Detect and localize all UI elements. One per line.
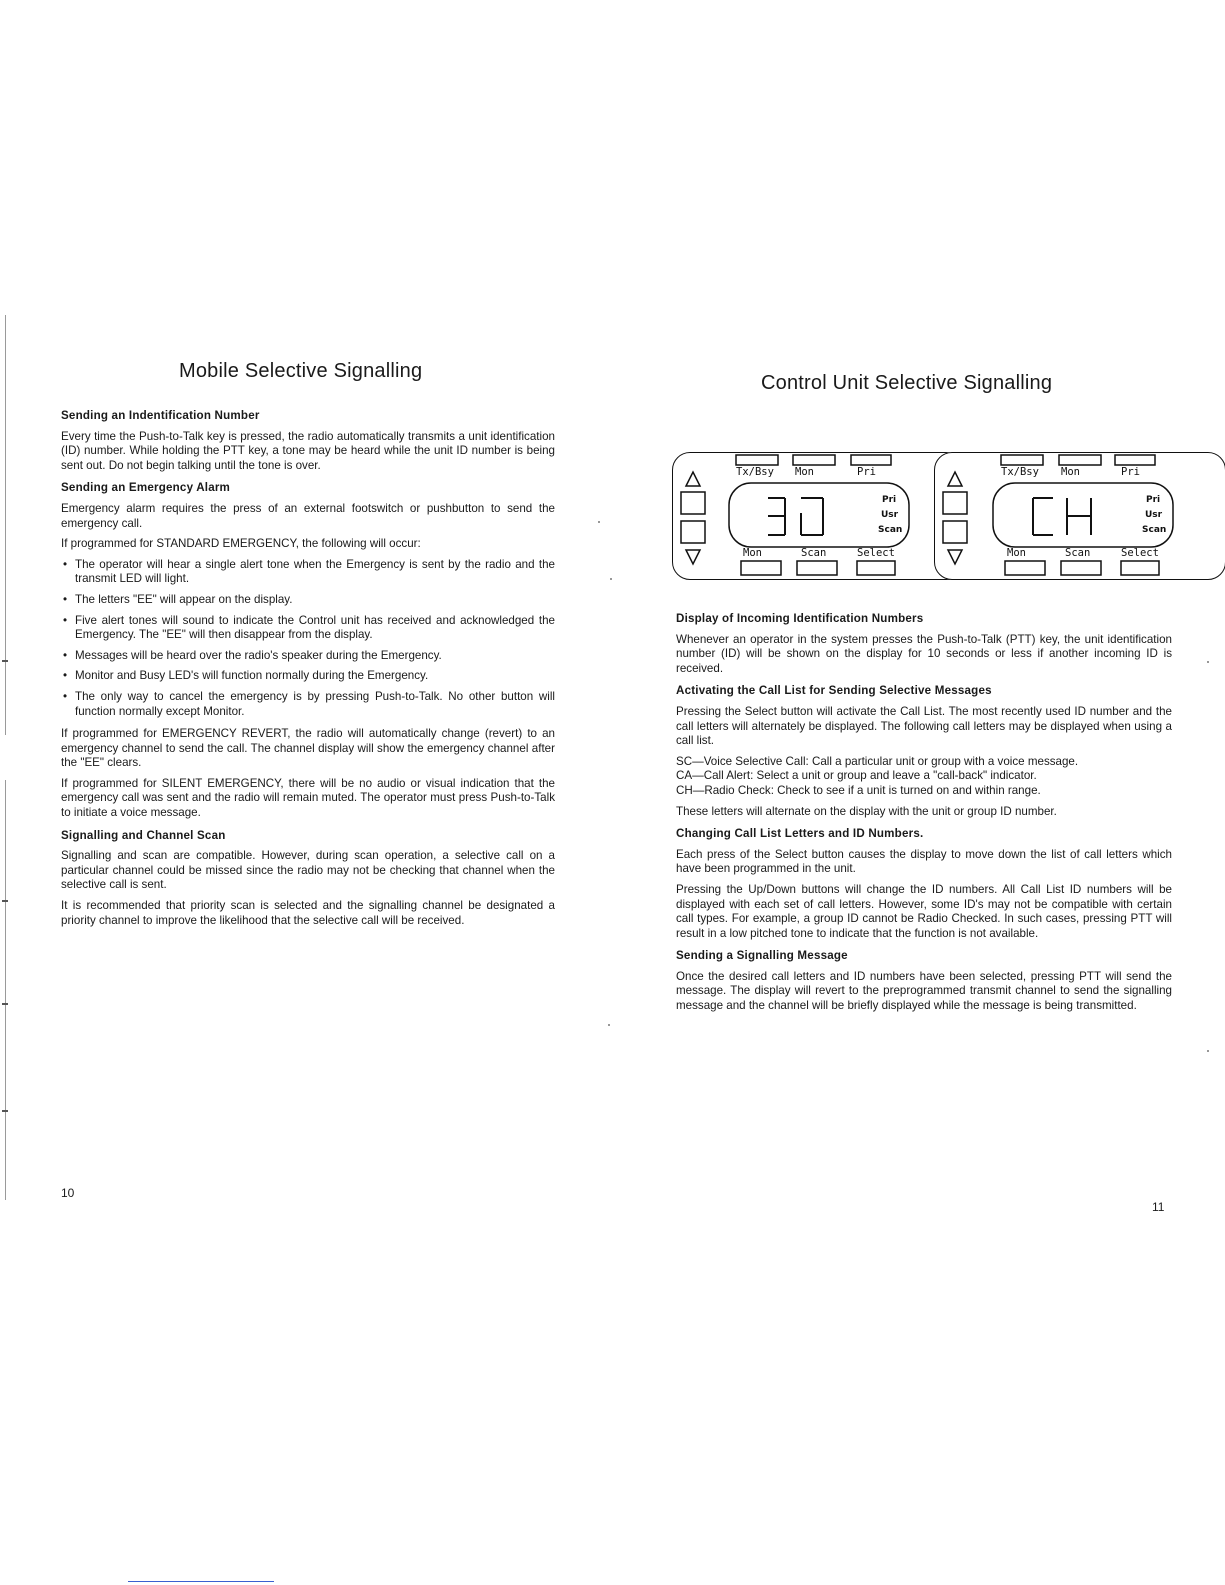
page-title: Mobile Selective Signalling <box>179 360 423 382</box>
section-heading: Sending an Emergency Alarm <box>61 481 231 495</box>
mon-indicator <box>793 455 835 465</box>
left-page <box>0 0 612 1585</box>
bottom-label-select: Select <box>857 547 895 559</box>
display-frame-graphic <box>673 453 963 579</box>
down-arrow-icon <box>948 550 962 564</box>
list-item: • The only way to cancel the emergency is by pressing Push-to-Talk. No other button will function normally except Monitor. <box>61 690 555 719</box>
top-label-tx-bsy: Tx/Bsy <box>736 466 774 478</box>
side-label-scan: Scan <box>878 525 903 535</box>
down-button <box>681 521 705 543</box>
bottom-label-scan: Scan <box>1065 547 1091 559</box>
control-unit-display <box>672 452 964 580</box>
section-heading: Sending an Indentification Number <box>61 409 260 422</box>
mon-indicator <box>1059 455 1101 465</box>
paragraph: It is recommended that priority scan is selected and the signalling channel be designated a priority channel to improve the likelihood that the selective call will be received. <box>61 899 555 927</box>
up-button <box>681 492 705 514</box>
top-label-mon: Mon <box>795 466 814 478</box>
up-arrow-icon <box>686 472 700 486</box>
paragraph: Once the desired call letters and ID numbers have been selected, pressing PTT will send the message. The display will revert to the preprogrammed transmit channel to send the signalling message and the channel will be briefly displayed while the message is being transmitted. <box>676 969 1172 1013</box>
control-unit-display <box>934 452 1225 580</box>
segment-digit <box>768 498 785 535</box>
mon-button <box>1005 561 1045 575</box>
section-heading: Sending a Signalling Message <box>676 949 848 963</box>
paragraph: Signalling and scan are compatible. However, during scan operation, a selective call on a particular channel could be missed since the radio may not be checking that channel when the selective call is sent. <box>61 849 555 892</box>
side-label-pri: Pri <box>882 495 897 505</box>
segment-digit <box>1067 498 1091 535</box>
scan-button <box>797 561 837 575</box>
side-label-pri: Pri <box>1146 495 1161 505</box>
right-text-column <box>676 612 1172 1020</box>
paragraph: Emergency alarm requires the press of an external footswitch or pushbutton to send the emergency call. <box>61 501 555 530</box>
top-label-mon: Mon <box>1061 466 1080 478</box>
paragraph: Pressing the Select button will activate the Call List. The most recently used ID number and the call letters will alternately be displayed. The following call letters may be displayed when using a call list. <box>676 704 1172 748</box>
right-page <box>612 0 1225 1585</box>
section-heading: Signalling and Channel Scan <box>61 828 226 842</box>
top-label-tx-bsy: Tx/Bsy <box>1001 466 1039 478</box>
down-arrow-icon <box>686 550 700 564</box>
display-frame-graphic <box>935 453 1225 579</box>
bullet-list <box>61 558 555 719</box>
call-code-line: SC—Voice Selective Call: Call a particular unit or group with a voice message. <box>676 754 1079 768</box>
paragraph: Each press of the Select button causes the display to move down the list of call letters which have been programmed in the unit. <box>676 847 1172 876</box>
pri-indicator <box>851 455 891 465</box>
segment-digit <box>1033 498 1053 535</box>
paragraph: These letters will alternate on the display with the unit or group ID number. <box>676 804 1057 818</box>
list-item: • Monitor and Busy LED's will function normally during the Emergency. <box>61 669 555 684</box>
list-item: • Messages will be heard over the radio's speaker during the Emergency. <box>61 649 555 664</box>
paragraph: If programmed for SILENT EMERGENCY, there will be no audio or visual indication that the emergency call was sent and the radio will remain muted. The operator must press Push-to-Talk to initiate a voice message. <box>61 776 555 820</box>
bottom-label-scan: Scan <box>801 547 827 559</box>
call-code-line: CA—Call Alert: Select a unit or group and leave a "call-back" indicator. <box>676 769 1037 783</box>
left-text-column <box>61 409 555 934</box>
up-arrow-icon <box>948 472 962 486</box>
side-label-scan: Scan <box>1142 525 1167 535</box>
page-number: 11 <box>1152 1200 1165 1214</box>
tx-bsy-indicator <box>1001 455 1043 465</box>
up-button <box>943 492 967 514</box>
section-heading: Activating the Call List for Sending Selective Messages <box>676 684 992 698</box>
select-button <box>857 561 895 575</box>
down-button <box>943 521 967 543</box>
paragraph: Every time the Push-to-Talk key is pressed, the radio automatically transmits a unit identification (ID) number. While holding the PTT key, a tone may be heard while the unit ID number is being sent out. Do not begin talking until the tone is over. <box>61 429 555 472</box>
bottom-label-mon: Mon <box>743 547 762 559</box>
segment-digit <box>801 498 823 535</box>
page-title: Control Unit Selective Signalling <box>761 372 1053 394</box>
call-code-line: CH—Radio Check: Check to see if a unit is turned on and within range. <box>676 783 1041 797</box>
side-label-usr: Usr <box>1145 510 1163 520</box>
pri-indicator <box>1115 455 1155 465</box>
list-item: • The letters "EE" will appear on the display. <box>61 593 555 608</box>
select-button <box>1121 561 1159 575</box>
bottom-label-select: Select <box>1121 547 1159 559</box>
top-label-pri: Pri <box>1121 466 1140 478</box>
section-heading: Display of Incoming Identification Numbers <box>676 612 924 625</box>
tx-bsy-indicator <box>736 455 778 465</box>
bottom-label-mon: Mon <box>1007 547 1026 559</box>
section-heading: Changing Call List Letters and ID Numbers. <box>676 827 924 841</box>
paragraph: Whenever an operator in the system presses the Push-to-Talk (PTT) key, the unit identification number (ID) will be shown on the display for 10 seconds or less if another incoming ID is received. <box>676 632 1172 675</box>
mon-button <box>741 561 781 575</box>
list-item: • The operator will hear a single alert tone when the Emergency is sent by the radio and the transmit LED will light. <box>61 558 555 587</box>
paragraph: If programmed for STANDARD EMERGENCY, the following will occur: <box>61 537 421 551</box>
scan-button <box>1061 561 1101 575</box>
paragraph: Pressing the Up/Down buttons will change the ID numbers. All Call List ID numbers will be displayed with each set of call letters. However, some ID's may not be compatible with certain call types. For example, a group ID cannot be Radio Checked. In such cases, pressing PTT will result in a low pitched tone to indicate that the function is not available. <box>676 882 1172 940</box>
list-item: • Five alert tones will sound to indicate the Control unit has received and acknowledged the Emergency. The "EE" will then disappear from the display. <box>61 614 555 643</box>
side-label-usr: Usr <box>881 510 899 520</box>
paragraph: If programmed for EMERGENCY REVERT, the radio will automatically change (revert) to an emergency channel to send the call. The channel display will show the emergency channel after the "EE" clears. <box>61 727 555 770</box>
top-label-pri: Pri <box>857 466 876 478</box>
page-number: 10 <box>61 1186 75 1200</box>
